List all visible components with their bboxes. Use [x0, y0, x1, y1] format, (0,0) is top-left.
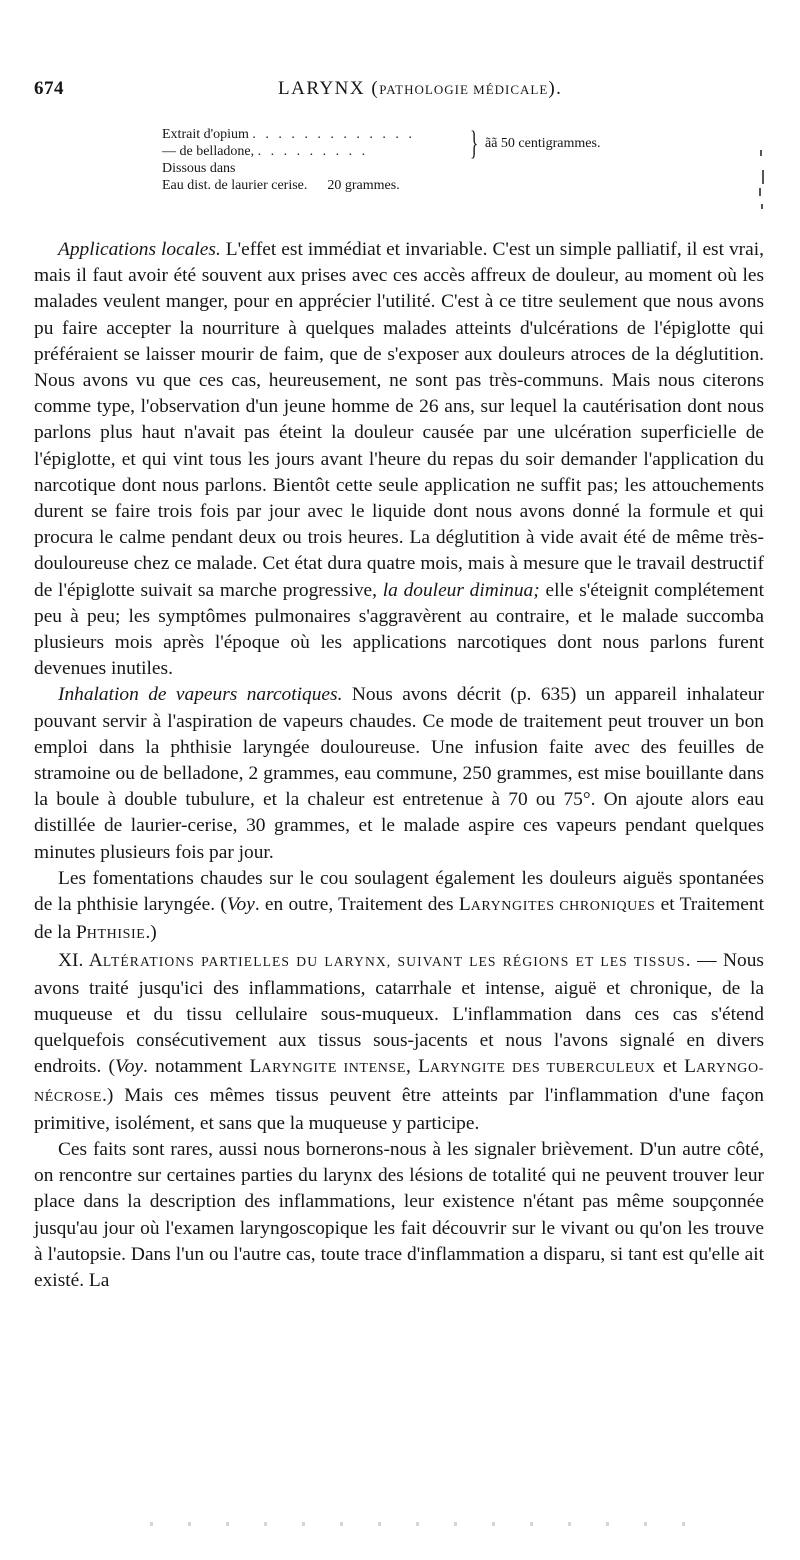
- scan-noise: [150, 1522, 710, 1526]
- cross-reference-laryngo-necrose: ARYNGO-NÉCROSE: [34, 1061, 764, 1105]
- body-text: [34, 237, 764, 1294]
- section-heading-number: XI.: [58, 950, 89, 972]
- cross-reference-laryngites: ARYNGITES CHRONIQUES: [470, 899, 656, 915]
- section-heading-initial: A: [88, 950, 103, 972]
- paragraph-text: Nous avons traité jusqu'ici des inflammations, catarrhale et intense, aiguë et chronique, de la muqueuse et du tissu cellulaire sous-muqueux. L'inflammation dans ces cas s'étend quelquefois consécutivement aux tissus sous-jacents et nous l'avons signalé en divers endroits. (: [34, 950, 764, 1078]
- formula-leader-dots: . . . . . . . . . . . . .: [252, 127, 415, 142]
- formula-line-3: Dissous dans: [162, 161, 236, 176]
- formula-ingredient-opium: Extrait d'opium: [162, 127, 249, 142]
- paragraph-text: Les fomentations chaudes sur le cou soulagent également les douleurs aiguës spontanées de la phthisie laryngée. (: [34, 867, 764, 916]
- formula-ingredient-belladone: — de belladone,: [162, 144, 255, 159]
- paragraph-text: . en outre, Traitement des: [254, 894, 459, 916]
- running-title-sub: PATHOLOGIE MÉDICALE: [379, 82, 549, 97]
- formula-line-4: [162, 177, 415, 194]
- running-header: [34, 78, 774, 102]
- formula-dose: ãã 50 centigrammes.: [485, 136, 601, 151]
- paragraph-text: et Traitement de la: [34, 894, 764, 944]
- cross-reference-phthisie: HTHISIE: [86, 927, 146, 943]
- running-title-end: ).: [548, 78, 563, 99]
- cross-reference-initial: L: [249, 1056, 262, 1078]
- cross-reference-initial: L: [684, 1056, 697, 1078]
- voy-reference: Voy: [226, 894, 255, 916]
- paragraph-text: .) Mais ces mêmes tissus peuvent être atteints par l'inflammation d'une façon primitive, isolément, et sans que la muqueuse y participe.: [34, 1084, 764, 1134]
- curly-brace-icon: }: [470, 125, 479, 162]
- formula-leader-dots: . . . . . . . . .: [257, 144, 369, 159]
- paragraph-text: . notamment: [143, 1056, 250, 1078]
- page-number: 674: [34, 78, 64, 99]
- paragraph-text: ,: [405, 1056, 419, 1078]
- section-heading-title: LTÉRATIONS PARTIELLES DU LARYNX, SUIVANT LES RÉGIONS ET LES TISSUS: [102, 954, 686, 970]
- paragraph-faits-rares: [34, 1137, 764, 1294]
- formula-line-1: [162, 126, 415, 143]
- running-title: [278, 78, 562, 100]
- voy-reference: Voy: [115, 1056, 143, 1078]
- section-lead-applications-locales: Applications locales.: [58, 239, 221, 260]
- formula-line-2: [162, 143, 415, 160]
- running-title-main: LARYNX (: [278, 78, 380, 99]
- paragraph-text: et: [655, 1056, 685, 1078]
- paragraph-applications-locales: [34, 237, 764, 682]
- paragraph-section-xi: [34, 948, 764, 1136]
- cross-reference-initial: L: [418, 1056, 430, 1078]
- section-lead-inhalation: Inhalation de vapeurs narcotiques.: [58, 684, 343, 706]
- paragraph-text: Nous avons décrit (p. 635) un appareil inhalateur pouvant servir à l'aspiration de vapeurs chaudes. Ce mode de traitement peut trouver un bon emploi dans la phthisie laryngée douloureuse. Une infusion faite avec des feuilles de stramoine ou de belladone, 2 grammes, eau commune, 250 grammes, est mise bouillante dans la boule à double tubulure, et la chaleur est entretenue à 70 ou 75°. On ajoute alors eau distillée de laurier-cerise, 30 grammes, et le malade aspire ces vapeurs pendant quelques minutes plusieurs fois par jour.: [34, 684, 764, 863]
- paragraph-text: .): [145, 922, 157, 944]
- margin-marks: [750, 148, 770, 218]
- formula-solvent-quantity: 20 grammes.: [327, 178, 400, 193]
- cross-reference-initial: L: [458, 894, 471, 916]
- cross-reference-laryngite-intense: ARYNGITE INTENSE: [261, 1061, 406, 1077]
- paragraph-inhalation: [34, 682, 764, 865]
- cross-reference-laryngite-tuberculeux: ARYNGITE DES TUBERCULEUX: [429, 1061, 656, 1077]
- section-heading-dash: . —: [685, 950, 717, 972]
- formula-solvent: Eau dist. de laurier cerise.: [162, 178, 308, 193]
- cross-reference-initial: P: [76, 922, 87, 944]
- paragraph-text: elle s'éteignit complétement peu à peu; les symptômes pulmonaires s'aggravèrent au contraire, et le malade succomba plusieurs mois après l'époque où les applications narcotiques dont nous parlons furent devenues inutiles.: [34, 579, 765, 680]
- paragraph-text: L'effet est immédiat et invariable. C'est un simple palliatif, il est vrai, mais il faut avoir été souvent aux prises avec ces accès affreux de douleur, au moment où les malades veulent manger, pour en apprécier l'utilité. C'est à ce titre seulement que nous avons pu faire accepter la nourriture à quelques malades atteints d'ulcérations de l'épiglotte qui préféraient se laisser mourir de faim, que de s'exposer aux douleurs atroces de la déglutition. Nous avons vu que ces cas, heureusement, ne sont pas très-communs. Mais nous citerons comme type, l'observation d'un jeune homme de 26 ans, sur lequel la cautérisation dont nous parlons plus haut n'avait pas éteint la douleur causée par une ulcération superficielle de l'épiglotte, et qui vint tous les jours avant l'heure du repas du soir demander l'application du narcotique dont nous parlons. Bientôt cette seule application ne suffit pas; les attouchements durent se faire trois fois par jour avec le liquide dont nous avons donné la formule et qui procura le calme pendant deux ou trois heures. La déglutition à vide avait été de même très-douloureuse chez ce malade. Cet état dura quatre mois, mais à mesure que le travail destructif de l'épiglotte suivait sa marche progressive,: [34, 239, 764, 601]
- paragraph-text: Ces faits sont rares, aussi nous bornerons-nous à les signaler brièvement. D'un autre côté, on rencontre sur certaines parties du larynx des lésions de totalité qui ne peuvent trouver leur place dans la description des inflammations, leur existence n'étant pas même soupçonnée jusqu'au jour où l'examen laryngoscopique les fait découvrir sur le vivant ou qu'on les trouve à l'autopsie. Dans l'un ou l'autre cas, toute trace d'inflammation a disparu, si tant est qu'elle ait existé. La: [34, 1138, 764, 1291]
- italic-phrase: la douleur diminua;: [382, 579, 540, 601]
- prescription-formula: [162, 125, 601, 194]
- paragraph-fomentations: [34, 866, 764, 949]
